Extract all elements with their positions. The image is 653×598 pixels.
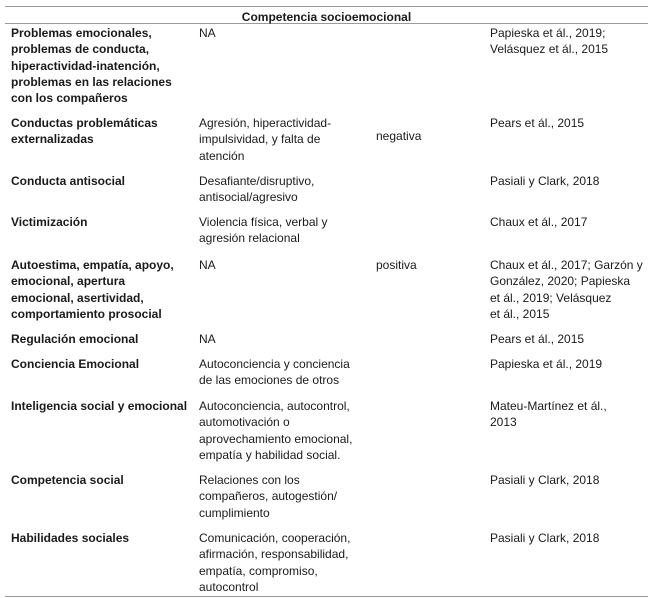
row-7-competence: Conciencia Emocional	[11, 357, 140, 371]
row-1-dimensions: NA	[199, 26, 216, 40]
row-3-competence: Conducta antisocial	[11, 174, 126, 188]
row-6-references: Pears et ál., 2015	[490, 332, 585, 346]
row-4-references: Chaux et ál., 2017	[490, 215, 588, 229]
row-10-dimensions: Comunicación, cooperación, afirmación, responsabilidad, empatía, compromiso, autocontrol	[199, 531, 351, 594]
row-1-references: Papieska et ál., 2019; Velásquez et ál., 2015	[490, 26, 609, 57]
row-5-references: Chaux et ál., 2017; Garzón y González, 2020; Papieska et ál., 2019; Velásquez et ál., 2015	[490, 258, 643, 321]
row-6-competence: Regulación emocional	[11, 332, 139, 346]
row-10-references: Pasiali y Clark, 2018	[490, 531, 600, 545]
row-7-references: Papieska et ál., 2019	[490, 357, 603, 371]
table-title: Competencia socioemocional	[241, 10, 412, 24]
row-2-competence: Conductas problemáticas externalizadas	[11, 116, 158, 147]
row-8-dimensions: Autoconciencia, autocontrol, automotivación o aprovechamiento emocional, empatía y habilidad social.	[199, 399, 353, 462]
row-8-references: Mateu-Martínez et ál., 2013	[490, 399, 607, 430]
table-top-rule	[5, 6, 648, 7]
row-2-dimensions: Agresión, hiperactividad- impulsividad, y falta de atención	[199, 116, 332, 163]
row-8-competence: Inteligencia social y emocional	[11, 399, 188, 413]
row-10-competence: Habilidades sociales	[11, 531, 130, 545]
row-4-competence: Victimización	[11, 215, 88, 229]
row-1-competence: Problemas emocionales, problemas de conducta, hiperactividad-inatención, problemas en las relaciones con los compañeros	[11, 26, 172, 106]
group-negative-label: negativa	[376, 129, 422, 143]
row-9-dimensions: Relaciones con los compañeros, autogestión/ cumplimiento	[199, 473, 338, 520]
row-3-dimensions: Desafiante/disruptivo, antisocial/agresivo	[199, 174, 315, 205]
row-9-competence: Competencia social	[11, 473, 124, 487]
row-5-dimensions: NA	[199, 258, 216, 272]
row-9-references: Pasiali y Clark, 2018	[490, 473, 600, 487]
group-positive-label: positiva	[376, 258, 417, 272]
row-3-references: Pasiali y Clark, 2018	[490, 174, 600, 188]
row-2-references: Pears et ál., 2015	[490, 116, 585, 130]
row-5-competence: Autoestima, empatía, apoyo, emocional, apertura emocional, asertividad, comportamiento prosocial	[11, 258, 174, 321]
row-6-dimensions: NA	[199, 332, 216, 346]
row-4-dimensions: Violencia física, verbal y agresión relacional	[199, 215, 328, 246]
row-7-dimensions: Autoconciencia y conciencia de las emociones de otros	[199, 357, 350, 388]
table-bottom-rule	[5, 596, 648, 597]
